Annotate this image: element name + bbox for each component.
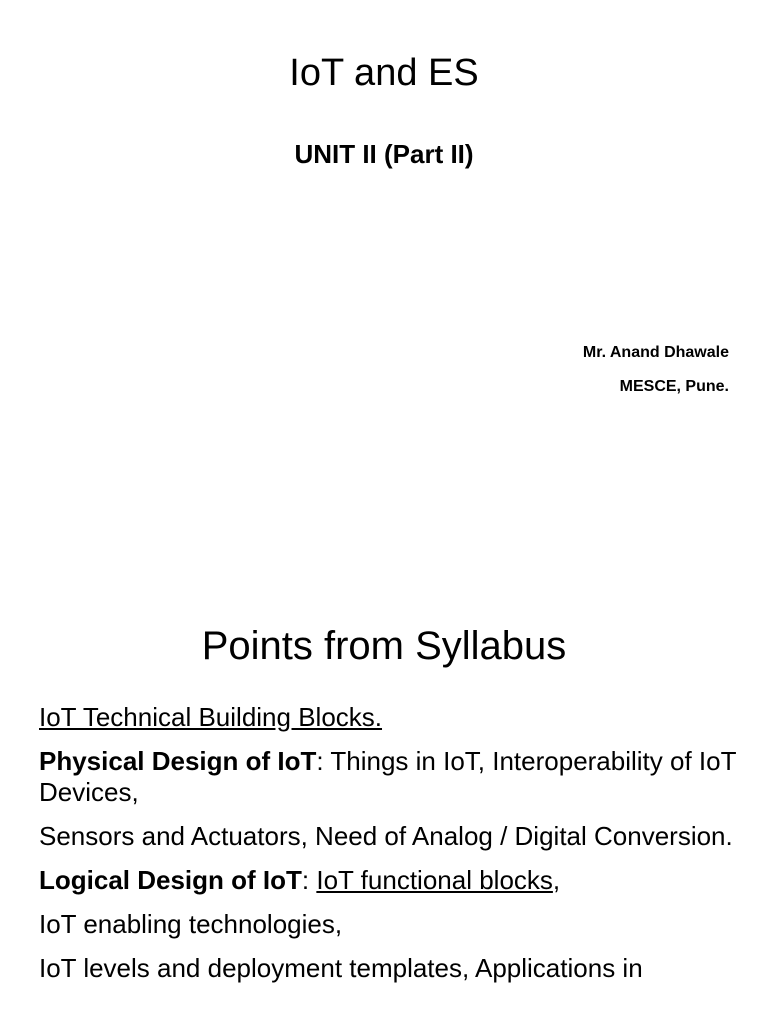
author-name: Mr. Anand Dhawale <box>582 344 729 361</box>
author-block <box>583 336 729 404</box>
enabling-tech-text: IoT enabling technologies, <box>39 909 343 939</box>
list-item <box>39 821 739 852</box>
technical-blocks-text: IoT Technical Building Blocks. <box>39 702 383 732</box>
syllabus-list <box>39 702 739 997</box>
list-item <box>39 746 739 808</box>
list-item <box>39 953 739 984</box>
colon: : <box>301 865 317 895</box>
physical-design-text: Things in IoT, Interoperability of IoT Devices, <box>39 746 737 807</box>
author-institution: MESCE, Pune. <box>619 378 729 395</box>
physical-design-heading: Physical Design of IoT <box>39 746 317 776</box>
slide-subtitle: UNIT II (Part II) <box>294 139 474 169</box>
syllabus-title: Points from Syllabus <box>201 624 567 668</box>
syllabus-slide <box>0 560 768 1024</box>
functional-blocks-text: IoT functional blocks <box>316 865 553 895</box>
colon: : <box>316 746 324 776</box>
logical-design-heading: Logical Design of IoT <box>39 865 302 895</box>
list-item <box>39 909 739 940</box>
slide-title: IoT and ES <box>289 52 479 94</box>
sensors-text: Sensors and Actuators, Need of Analog / Digital Conversion. <box>39 821 733 851</box>
list-item <box>39 865 739 896</box>
list-item <box>39 702 739 733</box>
levels-text: IoT levels and deployment templates, Applications in <box>39 953 643 983</box>
comma: , <box>552 865 561 895</box>
